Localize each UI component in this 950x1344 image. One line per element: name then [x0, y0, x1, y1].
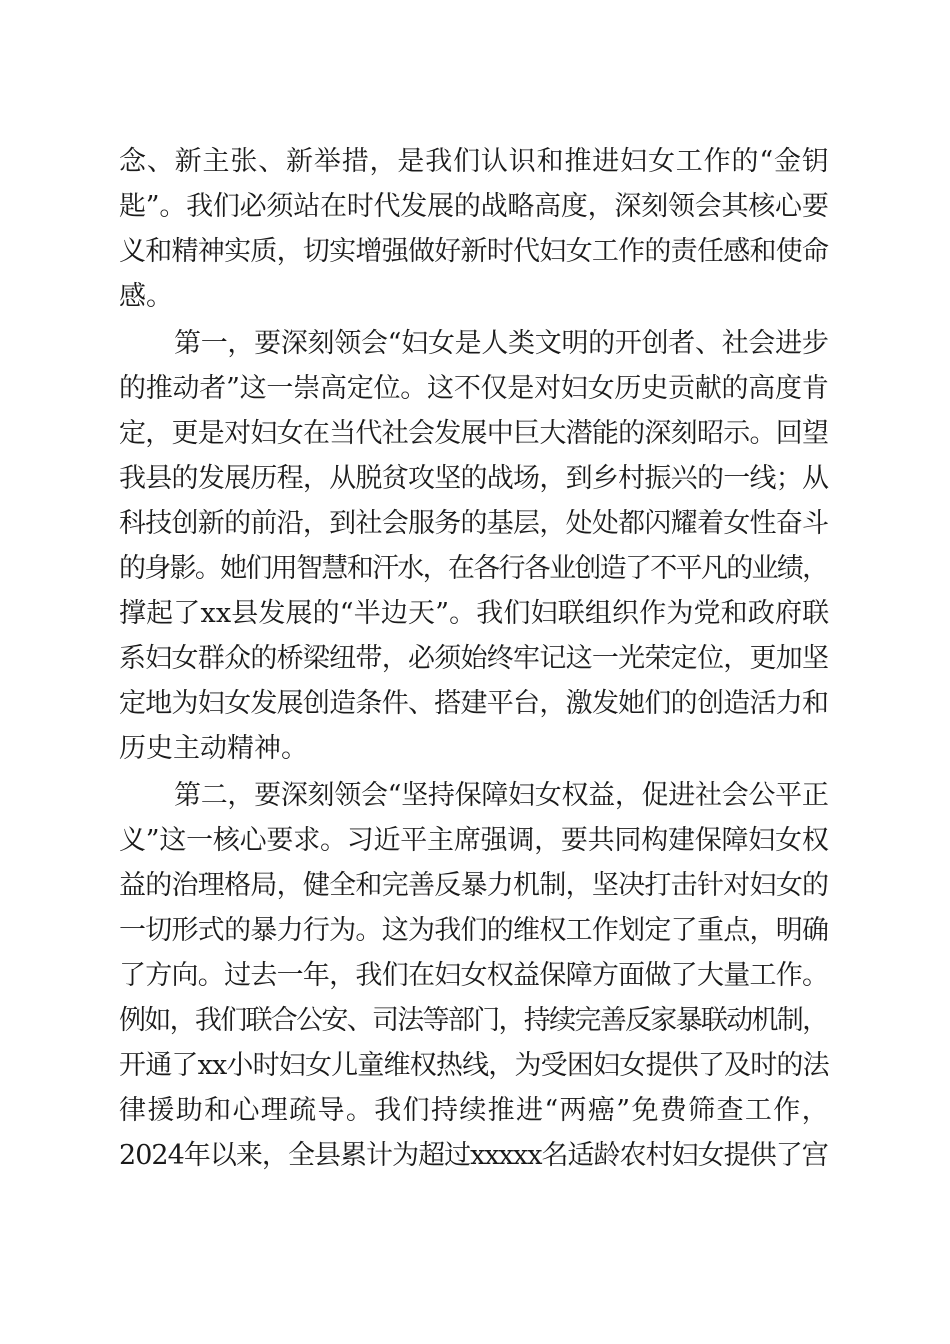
- text-line: 念、新主张、新举措，是我们认识和推进妇女工作的“金钥: [119, 146, 830, 177]
- text-line: 的推动者”这一崇高定位。这不仅是对妇女历史贡献的高度肯: [119, 373, 829, 404]
- text-line: 撑起了xx县发展的“半边天”。我们妇联组织作为党和政府联: [119, 598, 830, 629]
- paragraph-first-line: 第二，要深刻领会“坚持保障妇女权益，促进社会公平正: [174, 780, 829, 811]
- text-line: 例如，我们联合公安、司法等部门，持续完善反家暴联动机制，: [119, 1005, 828, 1036]
- text-line: 律援助和心理疏导。我们持续推进“两癌”免费筛查工作，: [119, 1095, 830, 1126]
- text-line: 定，更是对妇女在当代社会发展中巨大潜能的深刻昭示。回望: [119, 418, 829, 449]
- text-line: 2024年以来，全县累计为超过xxxxx名适龄农村妇女提供了宫: [119, 1140, 828, 1171]
- text-line: 义”这一核心要求。习近平主席强调，要共同构建保障妇女权: [119, 825, 829, 856]
- text-line: 匙”。我们必须站在时代发展的战略高度，深刻领会其核心要: [119, 191, 829, 222]
- text-line: 了方向。过去一年，我们在妇女权益保障方面做了大量工作。: [119, 960, 829, 991]
- text-line: 系妇女群众的桥梁纽带，必须始终牢记这一光荣定位，更加坚: [119, 643, 829, 674]
- text-line: 感。: [119, 281, 173, 312]
- text-line: 的身影。她们用智慧和汗水，在各行各业创造了不平凡的业绩，: [119, 553, 828, 584]
- text-line: 历史主动精神。: [119, 733, 308, 764]
- text-line: 我县的发展历程，从脱贫攻坚的战场，到乡村振兴的一线；从: [119, 463, 829, 494]
- paragraph-first-line: 第一，要深刻领会“妇女是人类文明的开创者、社会进步: [174, 328, 829, 359]
- text-line: 开通了xx小时妇女儿童维权热线，为受困妇女提供了及时的法: [119, 1050, 829, 1081]
- text-line: 定地为妇女发展创造条件、搭建平台，激发她们的创造活力和: [119, 688, 829, 719]
- text-line: 一切形式的暴力行为。这为我们的维权工作划定了重点，明确: [119, 915, 829, 946]
- text-line: 义和精神实质，切实增强做好新时代妇女工作的责任感和使命: [119, 236, 829, 267]
- text-line: 益的治理格局，健全和完善反暴力机制，坚决打击针对妇女的: [119, 870, 829, 901]
- text-line: 科技创新的前沿，到社会服务的基层，处处都闪耀着女性奋斗: [119, 508, 829, 539]
